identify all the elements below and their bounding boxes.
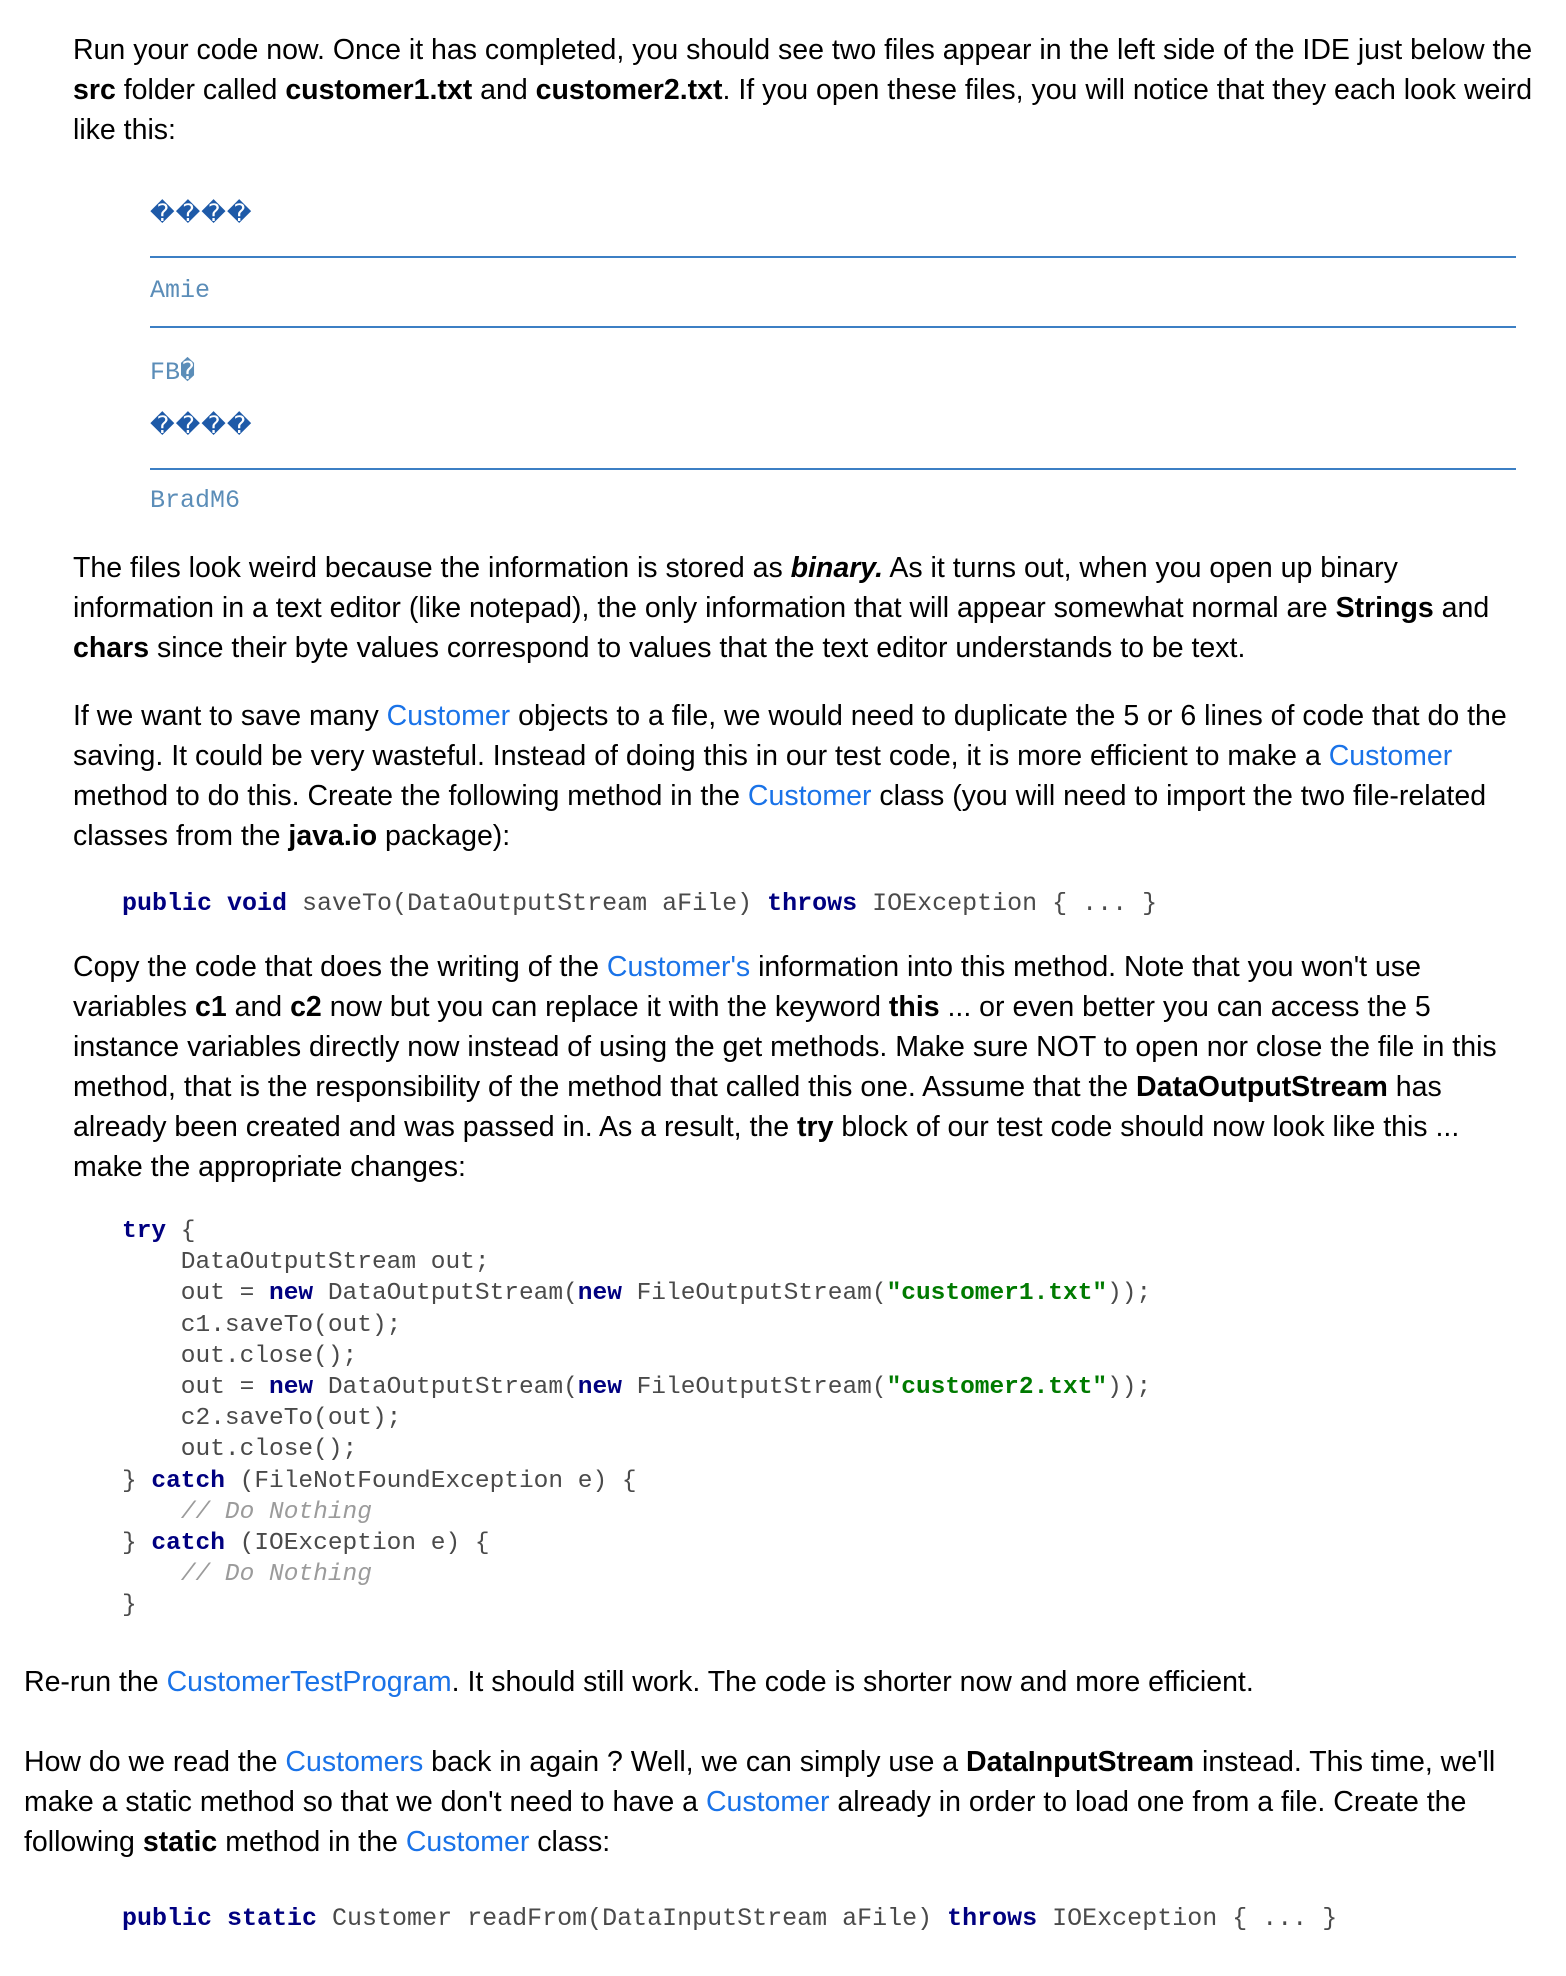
copy-code-paragraph: Copy the code that does the writing of the Customer's information into this method. Note that you won't use variables c1 and c2 now but you can replace it with the keyword this ... or even better you can access the 5 instance variables directly now instead of using the get methods. Make sure NOT to open nor close the file in this method, that is the responsibility of the method that called this one. Assume that the DataOutputStream has already been created and was passed in. As a result, the try block of our test code should now look like this ... make the appropriate changes: (73, 951, 1497, 1183)
file-sample-line-1: ���� (150, 199, 253, 227)
data-input-stream-term: DataInputStream (966, 1746, 1195, 1778)
binary-explanation-paragraph: The files look weird because the information is stored as binary. As it turns out, when you open up binary information in a text editor (like notepad), the only information that will appear somewhat normal are Strings and chars since their byte values correspond to values that the text editor understands to be text. (73, 552, 1490, 664)
file-divider-3 (150, 468, 1516, 470)
file-sample-line-2: Amie (150, 276, 211, 305)
static-term: static (142, 1826, 218, 1858)
rerun-paragraph: Re-run the CustomerTestProgram. It should still work. The code is shorter now and more efficient. (24, 1666, 1254, 1698)
file-divider-1 (150, 256, 1516, 258)
customer-test-program-ref: CustomerTestProgram (166, 1666, 452, 1698)
customer-class-ref-5: Customer (705, 1786, 830, 1818)
intro-paragraph: Run your code now. Once it has completed, you should see two files appear in the left side of the IDE just below the src folder called customer1.txt and customer2.txt. If you open these files, you will notice that they each look weird like this: (73, 34, 1533, 146)
data-output-stream-term: DataOutputStream (1136, 1071, 1388, 1103)
file-sample-line-4: ���� (150, 411, 253, 439)
try-block-code: try { DataOutputStream out; out = new DataOutputStream(new FileOutputStream("customer1.txt")); c1.saveTo(out); out.close(); out = new DataOutputStream(new FileOutputStream("customer2.txt")); c2.saveTo(out); out.close(); } catch (FileNotFoundException e) { // Do Nothing } catch (IOException e) { // Do Nothing } (122, 1218, 1152, 1620)
save-to-signature: public void saveTo(DataOutputStream aFile) throws IOException { ... } (122, 889, 1158, 918)
file-divider-2 (150, 326, 1516, 328)
customer-class-ref-6: Customer (405, 1826, 530, 1858)
file-sample-line-3: FB� (150, 358, 196, 387)
chars-term: chars (73, 632, 150, 664)
read-customers-paragraph: How do we read the Customers back in again ? Well, we can simply use a DataInputStream instead. This time, we'll make a static method so that we don't need to have a Customer already in order to load one from a file. Create the following static method in the Customer class: (24, 1746, 1496, 1858)
file-sample-line-5: BradM6 (150, 486, 241, 515)
file-name-2: customer2.txt (535, 74, 723, 106)
customers-ref: Customers (285, 1746, 424, 1778)
src-folder-text: src (73, 74, 116, 106)
customer-class-ref-1: Customer (386, 700, 511, 732)
file-name-1: customer1.txt (285, 74, 473, 106)
customer-class-ref-2: Customer (1328, 740, 1453, 772)
strings-term: Strings (1335, 592, 1434, 624)
read-from-signature: public static Customer readFrom(DataInputStream aFile) throws IOException { ... } (122, 1904, 1338, 1933)
customer-class-ref-3: Customer (747, 780, 872, 812)
this-keyword: this (888, 991, 940, 1023)
save-method-paragraph: If we want to save many Customer objects to a file, we would need to duplicate the 5 or 6 lines of code that do the saving. It could be very wasteful. Instead of doing this in our test code, it is more efficient to make a Customer method to do this. Create the following method in the Customer class (you will need to import the two file-related classes from the java.io package): (73, 700, 1507, 852)
customer-class-ref-4: Customer's (606, 951, 751, 983)
java-io-package: java.io (288, 820, 378, 852)
binary-term: binary. (790, 552, 883, 584)
